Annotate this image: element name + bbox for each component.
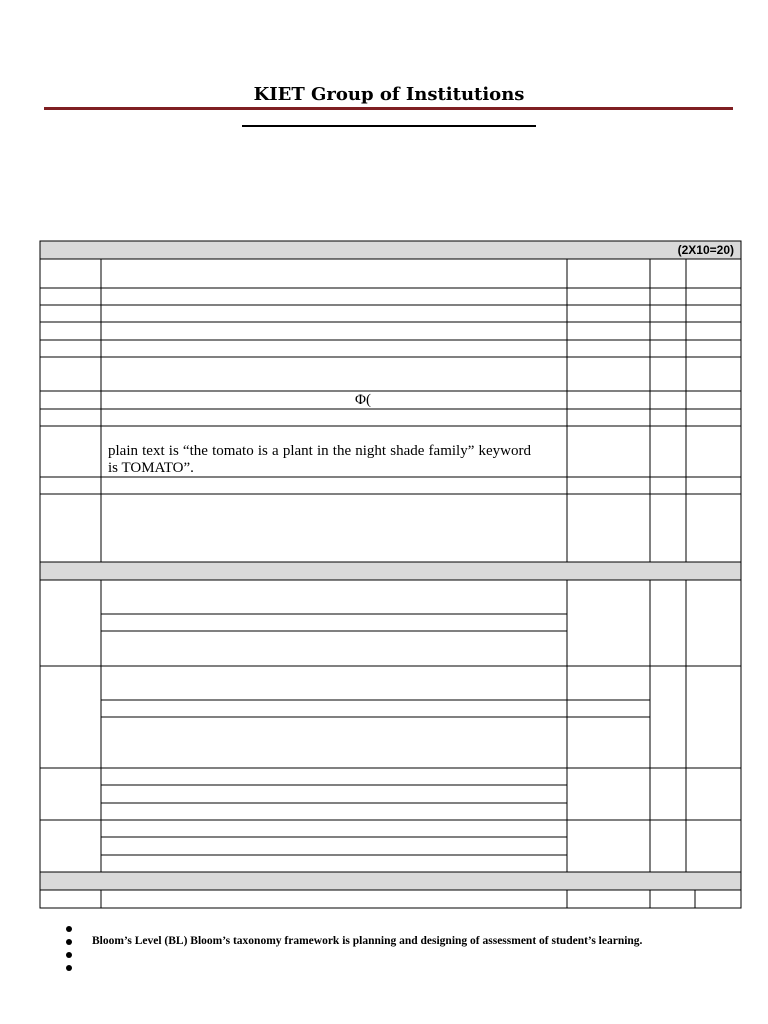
bullet-4 bbox=[66, 965, 72, 971]
institution-title: KIET Group of Institutions bbox=[253, 84, 525, 105]
bullet-1 bbox=[66, 926, 72, 932]
section-a-marks: (2X10=20) bbox=[677, 243, 734, 257]
bullet-3 bbox=[66, 952, 72, 958]
section-b-header-band bbox=[40, 562, 741, 580]
bullet-2 bbox=[66, 939, 72, 945]
section-c-header-band bbox=[40, 872, 741, 890]
section-a-header-band bbox=[40, 241, 741, 259]
question-cipher-text: plain text is “the tomato is a plant in the night shade family” keyword is TOMATO”. bbox=[108, 443, 531, 476]
question-symbol-fragment: Φ( bbox=[355, 392, 371, 408]
bloom-level-note: Bloom’s Level (BL) Bloom’s taxonomy framework is planning and designing of assessment of student’s learning. bbox=[92, 935, 643, 947]
